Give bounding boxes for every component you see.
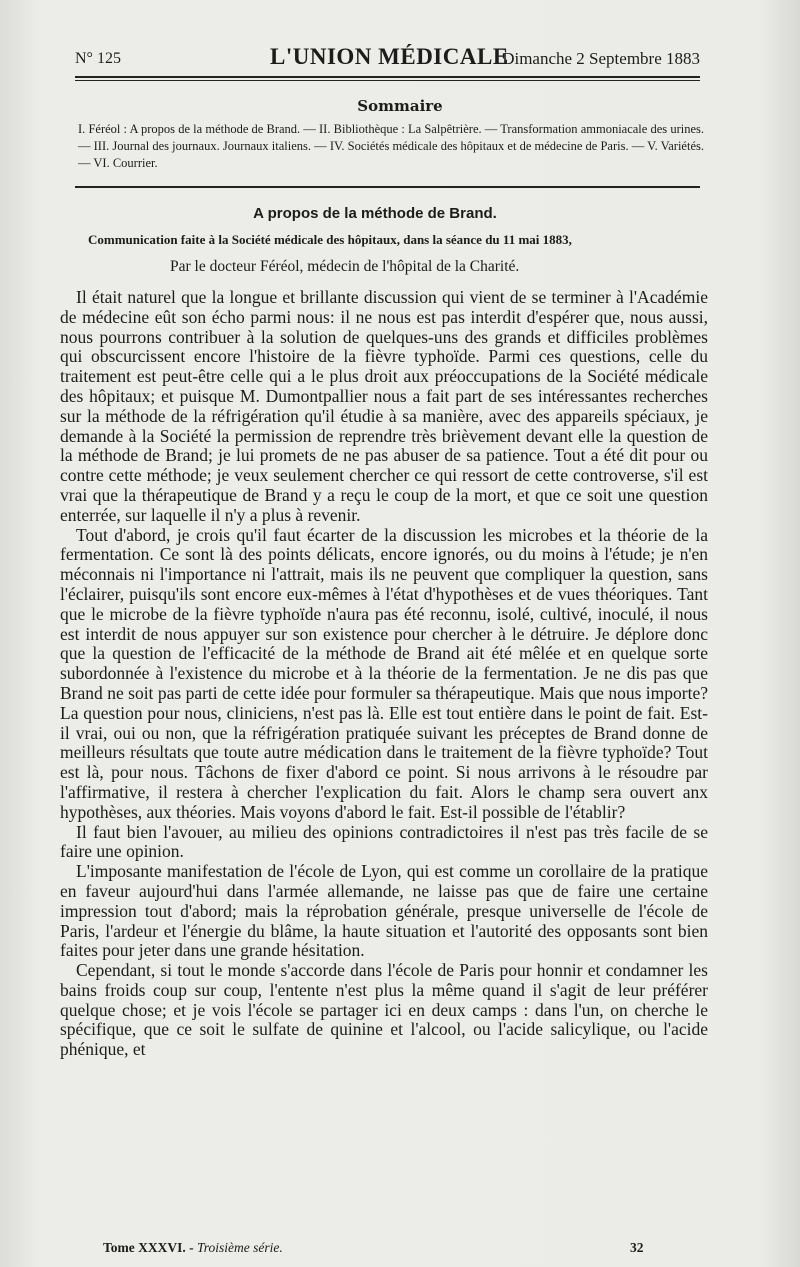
journal-title: L'UNION MÉDICALE xyxy=(270,44,509,69)
issue-date: Dimanche 2 Septembre 1883 xyxy=(502,49,700,68)
communication-line: Communication faite à la Société médicale des hôpitaux, dans la séance du 11 mai 1883, xyxy=(88,232,572,247)
header-rule xyxy=(75,76,700,78)
sommaire-text: I. Féréol : A propos de la méthode de Brand. — II. Bibliothèque : La Salpêtrière. — Transformation ammoniacale des urines. — III. Journal des journaux. Journaux italiens. — IV. Sociétés médicale des hôpitaux et de médecine de Paris. — V. Variétés. — VI. Courrier. xyxy=(78,122,704,170)
page-header xyxy=(75,44,700,74)
issue-number: N° 125 xyxy=(75,50,121,67)
paragraph: Cependant, si tout le monde s'accorde dans l'école de Paris pour honnir et condamner les bains froids coup sur coup, l'entente n'est plus la même quand il s'agit de leur préférer quelque chose; et je vois l'école se partager ici en deux camps : dans l'un, on cherche le spécifique, que ce soit le sulfate de quinine et l'alcool, ou l'acide salicylique, ou l'acide phénique, et xyxy=(60,960,708,1060)
article-title: A propos de la méthode de Brand. xyxy=(253,205,497,222)
page-number: 32 xyxy=(630,1240,644,1255)
tome-label: Tome XXXVI. - xyxy=(103,1240,197,1255)
article-body xyxy=(60,288,708,1060)
paragraph: L'imposante manifestation de l'école de Lyon, qui est comme un corollaire de la pratique en faveur aujourd'hui dans l'armée allemande, ne laisse pas que de faire une certaine impression tout d'abord; mais la réprobation générale, presque universelle de l'école de Paris, l'ardeur et l'énergie du blâme, la haute situation et l'autorité des opposants sont bien faites pour jeter dans une grande hésitation. xyxy=(60,861,708,961)
paragraph: Il faut bien l'avouer, au milieu des opinions contradictoires il n'est pas très facile de se faire une opinion. xyxy=(60,821,708,862)
author-line: Par le docteur Féréol, médecin de l'hôpital de la Charité. xyxy=(170,258,520,275)
paragraph: Il était naturel que la longue et brillante discussion qui vient de se terminer à l'Académie de médecine eût son écho parmi nous: il ne nous est pas interdit d'espérer que, nous aussi, nous pourrons contribuer à la solution de quelques-uns des grands et difficiles problèmes qui obscurcissent encore l'histoire de la fièvre typhoïde. Parmi ces questions, celle du traitement est peut-être celle qui a le plus droit aux préoccupations de la Société médicale des hôpitaux; et puisque M. Dumontpallier nous a fait part de ses intéressantes recherches sur la méthode de la réfrigération qu'il étudie à sa manière, avec des appareils spéciaux, je demande à la Société la permission de reprendre très brièvement devant elle la question de la méthode de Brand; je lui promets de ne pas abuser de sa patience. Tout a été dit pour ou contre cette méthode; je veux seulement chercher ce qui ressort de cette controverse, s'il est vrai que la thérapeutique de Brand y a reçu le coup de la mort, et que ce soit une question enterrée, sur laquelle il n'y a plus à revenir. xyxy=(60,287,708,525)
serie-label: Troisième série. xyxy=(197,1240,283,1255)
sommaire-title: Sommaire xyxy=(357,97,443,115)
footer-tome xyxy=(103,1240,283,1256)
header-rule-thin xyxy=(75,80,700,81)
paragraph: Tout d'abord, je crois qu'il faut écarter de la discussion les microbes et la théorie de la fermentation. Ce sont là des points délicats, encore ignorés, ou du moins à l'étude; je n'en méconnais ni l'importance ni l'attrait, mais ils ne peuvent que compliquer la question, sans l'éclairer, puisqu'ils sont encore eux-mêmes à l'état d'hypothèses et de vues théoriques. Tant que le microbe de la fièvre typhoïde n'aura pas été reconnu, isolé, cultivé, inoculé, il nous est interdit de nous appuyer sur son existence pour chercher à le détruire. Je déplore donc que la question de l'efficacité de la méthode de Brand ait été mêlée et en quelque sorte subordonnée à l'existence du microbe et à la théorie de la fermentation. Je ne dis pas que Brand ne soit pas parti de cette idée pour formuler sa thérapeutique. Mais que nous importe? La question pour nous, cliniciens, n'est pas là. Elle est tout entière dans le point de fait. Est-il vrai, oui ou non, que la réfrigération pratiquée suivant les préceptes de Brand donne de meilleurs résultats que toute autre médication dans le traitement de la fièvre typhoïde? Tout est là, pour nous. Tâchons de fixer d'abord ce point. Si nous arrivons à le résoudre par l'affirmative, il restera à chercher l'explication du fait. Alors le champ sera ouvert anx hypothèses, aux théories. Mais voyons d'abord le fait. Est-il possible de l'établir? xyxy=(60,524,708,822)
sommaire-rule xyxy=(75,186,700,188)
